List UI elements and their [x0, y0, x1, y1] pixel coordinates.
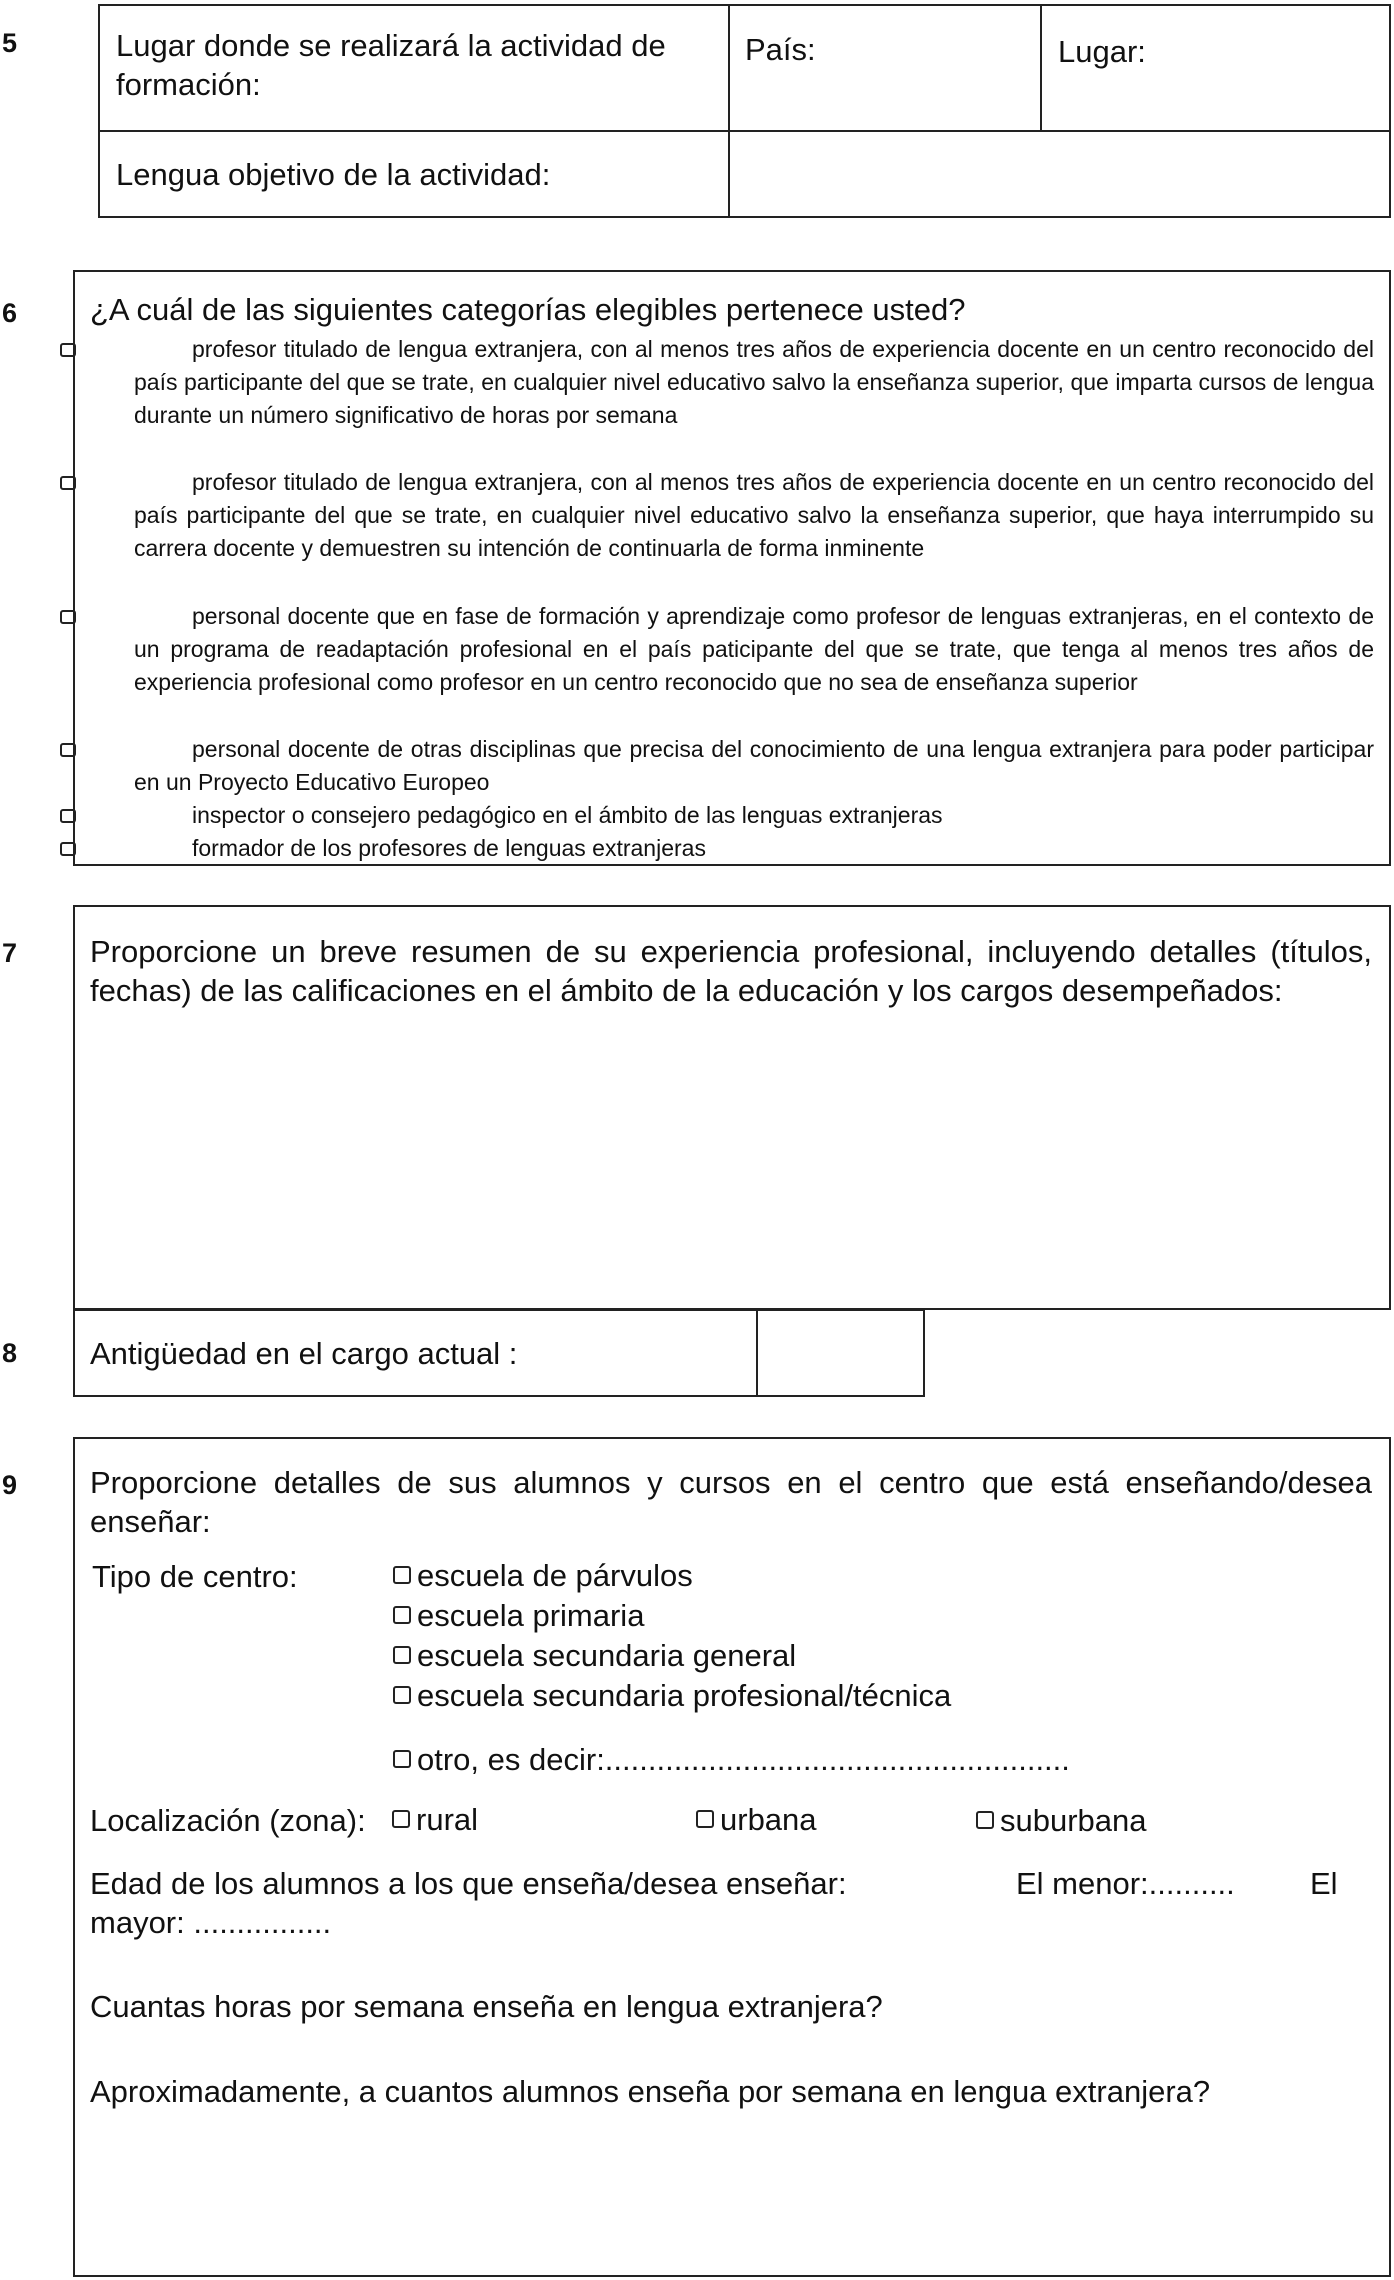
target-language-label: Lengua objetivo de la actividad:	[116, 157, 551, 192]
zone-label: Localización (zona):	[90, 1803, 366, 1838]
checkbox-icon[interactable]	[393, 1646, 411, 1664]
students-count-answer-area[interactable]	[90, 2120, 1372, 2260]
eligibility-option-6[interactable]: formador de los profesores de lenguas extranjeras	[134, 832, 1374, 865]
location-label: Lugar:	[1058, 34, 1146, 69]
checkbox-icon[interactable]	[60, 476, 76, 490]
eligibility-question: ¿A cuál de las siguientes categorías elegibles pertenece usted?	[90, 292, 966, 327]
checkbox-icon[interactable]	[392, 1810, 410, 1828]
students-count-question: Aproximadamente, a cuantos alumnos enseña por semana en lengua extranjera?	[90, 2074, 1211, 2109]
youngest-age-field[interactable]: El menor:..........	[1016, 1866, 1235, 1901]
center-type-label: Tipo de centro:	[92, 1559, 298, 1594]
hours-question: Cuantas horas por semana enseña en lengua extranjera?	[90, 1989, 883, 2024]
country-label: País:	[745, 32, 816, 67]
checkbox-icon[interactable]	[60, 610, 76, 624]
student-age-label: Edad de los alumnos a los que enseña/desea enseñar:	[90, 1866, 847, 1901]
checkbox-icon[interactable]	[60, 842, 76, 856]
eligibility-option-5[interactable]: inspector o consejero pedagógico en el ámbito de las lenguas extranjeras	[134, 799, 1374, 832]
target-language-field[interactable]	[745, 140, 1375, 210]
center-type-option-4[interactable]: escuela secundaria profesional/técnica	[393, 1676, 951, 1716]
eligibility-option-4[interactable]: personal docente de otras disciplinas que precisa del conocimiento de una lengua extranjera para poder participar en un Proyecto Educativo Europeo	[134, 733, 1374, 799]
section-number-6: 6	[2, 298, 18, 328]
center-type-other[interactable]: otro, es decir:......................................................	[393, 1740, 1070, 1780]
checkbox-icon[interactable]	[60, 809, 76, 823]
section-number-5: 5	[2, 28, 18, 58]
center-type-option-1[interactable]: escuela de párvulos	[393, 1556, 693, 1596]
experience-answer-area[interactable]	[90, 1060, 1372, 1295]
oldest-prefix: El	[1310, 1866, 1338, 1901]
tenure-answer-field[interactable]	[756, 1309, 925, 1397]
checkbox-icon[interactable]	[976, 1811, 994, 1829]
section-number-8: 8	[2, 1338, 18, 1368]
checkbox-icon[interactable]	[393, 1750, 411, 1768]
oldest-suffix: mayor: ................	[90, 1905, 332, 1940]
checkbox-icon[interactable]	[60, 343, 76, 357]
section-number-7: 7	[2, 938, 18, 968]
checkbox-icon[interactable]	[696, 1810, 714, 1828]
eligibility-option-1[interactable]: profesor titulado de lengua extranjera, con al menos tres años de experiencia docente en un centro reconocido del país participante del que se trate, en cualquier nivel educativo salvo la enseñanza superior, que imparta cursos de lengua durante un número significativo de horas por semana	[134, 333, 1374, 432]
eligibility-option-2[interactable]: profesor titulado de lengua extranjera, con al menos tres años de experiencia docente en un centro reconocido del país participante del que se trate, en cualquier nivel educativo salvo la enseñanza superior, que haya interrumpido su carrera docente y demuestren su intención de continuarla de forma inminente	[134, 466, 1374, 565]
experience-prompt: Proporcione un breve resumen de su experiencia profesional, incluyendo detalles (títulos, fechas) de las calificaciones en el ámbito de la educación y los cargos desempeñados:	[90, 934, 1372, 1008]
students-prompt: Proporcione detalles de sus alumnos y cursos en el centro que está enseñando/desea enseñar:	[90, 1465, 1372, 1539]
checkbox-icon[interactable]	[60, 743, 76, 757]
zone-option-urban[interactable]: urbana	[696, 1800, 817, 1840]
checkbox-icon[interactable]	[393, 1566, 411, 1584]
checkbox-icon[interactable]	[393, 1606, 411, 1624]
eligibility-option-3[interactable]: personal docente que en fase de formación y aprendizaje como profesor de lenguas extranjeras, en el contexto de un programa de readaptación profesional en el país paticipante del que se trate, que tenga al menos tres años de experiencia profesional como profesor en un centro reconocido que no sea de enseñanza superior	[134, 600, 1374, 699]
center-type-option-2[interactable]: escuela primaria	[393, 1596, 644, 1636]
checkbox-icon[interactable]	[393, 1686, 411, 1704]
section-5-row-divider	[98, 130, 1391, 132]
section-number-9: 9	[2, 1470, 18, 1500]
center-type-option-3[interactable]: escuela secundaria general	[393, 1636, 796, 1676]
activity-place-label: Lugar donde se realizará la actividad de formación:	[116, 28, 666, 102]
zone-option-rural[interactable]: rural	[392, 1800, 478, 1840]
section-5-row2-divider	[728, 130, 730, 218]
zone-option-suburban[interactable]: suburbana	[976, 1801, 1147, 1841]
tenure-label: Antigüedad en el cargo actual :	[90, 1336, 518, 1371]
